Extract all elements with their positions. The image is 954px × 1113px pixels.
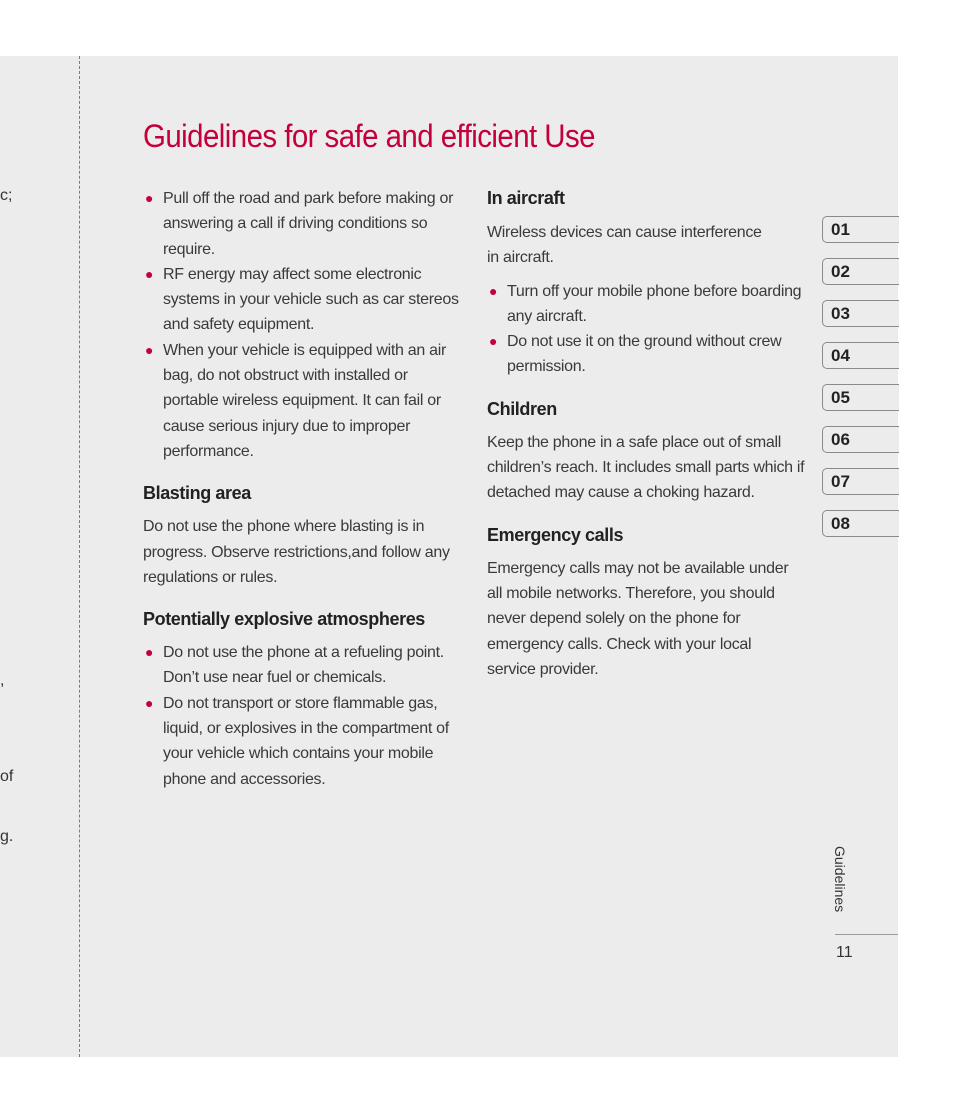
section-heading-children: Children [487, 398, 557, 419]
explosive-bullets [143, 640, 463, 792]
bullet-icon: ● [145, 341, 154, 358]
list-item: ● Do not use it on the ground without crew permission. [487, 329, 812, 380]
bullet-icon: ● [145, 265, 154, 282]
left-edge-fragment: g. [0, 828, 14, 845]
left-edge-fragment: , [0, 672, 5, 689]
section-text-children: Keep the phone in a safe place out of small children’s reach. It includes small parts which if detached may cause a choking hazard. [487, 433, 805, 502]
left-column [143, 186, 463, 792]
aircraft-bullets [487, 279, 812, 380]
list-item: ● Turn off your mobile phone before boarding any aircraft. [487, 279, 812, 330]
bullet-icon: ● [145, 190, 154, 206]
section-heading-explosive: Potentially explosive atmospheres [143, 609, 425, 630]
chapter-tab-01[interactable]: 01 [822, 216, 899, 243]
fold-line [79, 56, 80, 1057]
chapter-tab-04[interactable]: 04 [822, 342, 899, 369]
bullet-icon: ● [489, 282, 498, 299]
list-item: ● Do not transport or store flammable gas, liquid, or explosives in the compartment of your vehicle which contains your mobile phone and accessories. [143, 691, 463, 792]
section-side-label: Guidelines [832, 846, 848, 913]
chapter-tab-06[interactable]: 06 [822, 426, 899, 453]
list-item: ● When your vehicle is equipped with an air bag, do not obstruct with installed or portable wireless equipment. It can fail or cause serious injury due to improper performance. [143, 338, 463, 464]
section-text-emergency: Emergency calls may not be available under all mobile networks. Therefore, you should never depend solely on the phone for emergency calls. Check with your local service provider. [487, 559, 789, 678]
section-heading-emergency: Emergency calls [487, 524, 624, 545]
page-number: 11 [836, 944, 853, 961]
page-title: Guidelines for safe and efficient Use [143, 118, 595, 154]
section-text-blasting: Do not use the phone where blasting is in progress. Observe restrictions,and follow any regulations or rules. [143, 518, 450, 586]
chapter-tabs [822, 216, 899, 552]
right-column [487, 186, 812, 682]
bullet-icon: ● [145, 694, 154, 711]
chapter-tab-03[interactable]: 03 [822, 300, 899, 327]
section-heading-blasting: Blasting area [143, 483, 251, 504]
left-edge-fragment: c; [0, 187, 13, 204]
list-item: ● RF energy may affect some electronic systems in your vehicle such as car stereos and safety equipment. [143, 262, 463, 338]
section-text-aircraft: Wireless devices can cause interference in aircraft. [487, 224, 762, 267]
bullet-icon: ● [489, 333, 498, 350]
chapter-tab-05[interactable]: 05 [822, 384, 899, 411]
list-item: ● Do not use the phone at a refueling point. Don’t use near fuel or chemicals. [143, 640, 463, 691]
list-item: ● Pull off the road and park before making or answering a call if driving conditions so require. [143, 186, 463, 262]
bullet-icon: ● [145, 644, 154, 661]
page-number-divider [835, 934, 898, 935]
left-edge-fragment: of [0, 768, 14, 785]
driving-bullets [143, 186, 463, 464]
chapter-tab-07[interactable]: 07 [822, 468, 899, 495]
section-heading-aircraft: In aircraft [487, 188, 565, 208]
chapter-tab-02[interactable]: 02 [822, 258, 899, 285]
chapter-tab-08[interactable]: 08 [822, 510, 899, 537]
